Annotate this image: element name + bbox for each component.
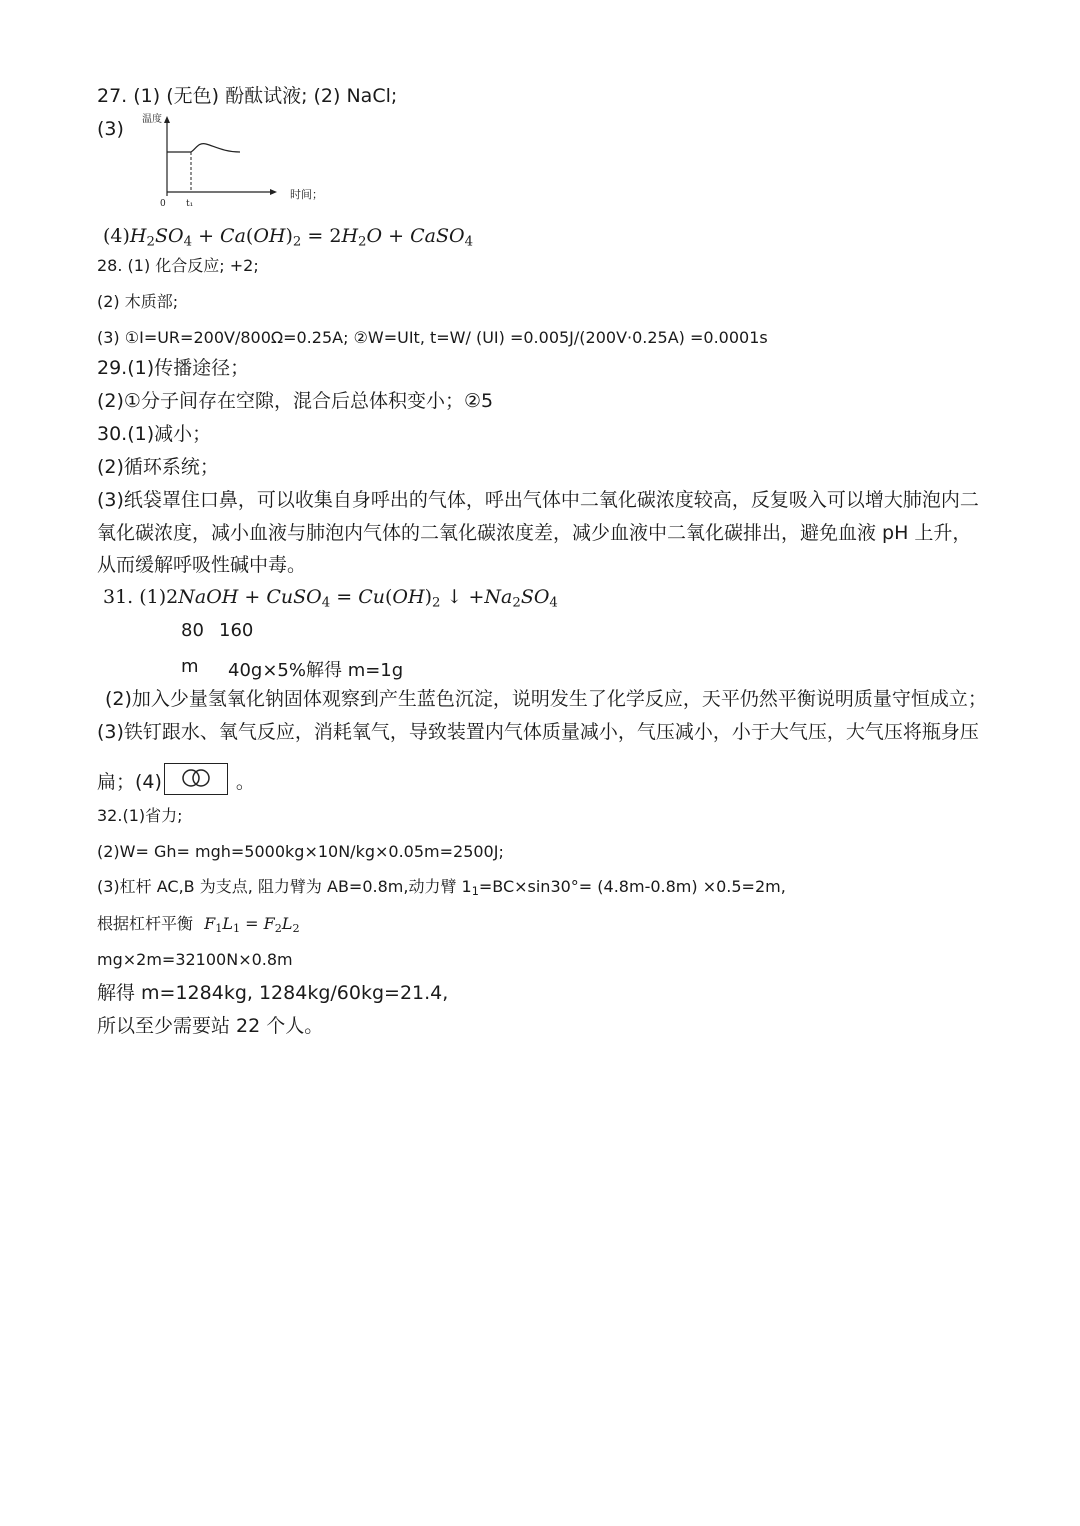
q31-line4-end: 。 [235, 771, 255, 793]
q27-part4-label: (4) [103, 225, 130, 247]
graph-y-arrow [164, 116, 170, 123]
q32-line4-text: 根据杠杆平衡 [97, 914, 194, 933]
q32-line6: 解得 m=1284kg, 1284kg/60kg=21.4, [97, 982, 449, 1004]
q27-equation: $(4)H_2SO_4 + Ca(OH)_2 = 2H_2O$ + CaSO$_4$ [103, 225, 474, 250]
q31-line4 [97, 763, 255, 795]
q30-line5: 从而缓解呼吸性碱中毒。 [97, 554, 307, 576]
q32-line4 [97, 914, 300, 933]
q28-line2: (2) 木质部; [97, 292, 179, 311]
q32-line3 [97, 877, 786, 896]
q27-line1: 27. (1) (无色) 酚酞试液; (2) NaCl; [97, 85, 398, 107]
q31-line3: (3)铁钉跟水、氧气反应，消耗氧气，导致装置内气体质量减小，气压减小，小于大气压，大气压将瓶身压 [97, 721, 979, 743]
q28-line3: (3) ①I=UR=200V/800Ω=0.25A; ②W=UIt, t=W/ (UI) =0.005J/(200V·0.25A) =0.0001s [97, 328, 768, 347]
temperature-time-graph [140, 112, 340, 212]
q32-line5: mg×2m=32100N×0.8m [97, 950, 293, 969]
q30-line2: (2)循环系统； [97, 456, 219, 478]
q31-mass-ratio-160: 160 [219, 620, 254, 641]
q32-line1: 32.(1)省力; [97, 806, 183, 825]
q31-calc-result: 40g×5%解得 m=1g [228, 660, 404, 681]
q31-answer-figure [164, 763, 228, 795]
q29-line2: (2)①分子间存在空隙，混合后总体积变小；②5 [97, 390, 494, 412]
q32-line3-b: =BC×sin30°= (4.8m-0.8m) ×0.5=2m, [478, 877, 786, 896]
q32-line3-a: (3)杠杆 AC,B 为支点, 阻力臂为 AB=0.8m,动力臂 1 [97, 877, 472, 896]
two-circles-icon [165, 764, 227, 794]
graph-x-arrow [270, 189, 277, 195]
q30-line3: (3)纸袋罩住口鼻，可以收集自身呼出的气体，呼出气体中二氧化碳浓度较高，反复吸入可以增大肺泡内二 [97, 489, 979, 511]
graph-y-label: 温度 [142, 114, 162, 125]
q28-line1: 28. (1) 化合反应; +2; [97, 256, 259, 275]
q32-lever-formula: $F_1L_1 = F_2L_2$ [204, 914, 300, 935]
q31-eq-prefix: 31. (1) [103, 586, 167, 608]
graph-temperature-curve [167, 144, 240, 152]
q30-line4: 氧化碳浓度，减小血液与肺泡内气体的二氧化碳浓度差，减少血液中二氧化碳排出，避免血液 pH 上升， [97, 522, 972, 544]
graph-x-label: 时间； [290, 188, 323, 201]
graph-t1: t₁ [186, 199, 194, 209]
q27-part3-label: (3) [97, 118, 124, 140]
graph-origin: 0 [160, 199, 166, 209]
q32-line3-sub: 1 [471, 884, 479, 898]
q29-line1: 29.(1)传播途径； [97, 357, 250, 379]
q31-equation: 31. (1)2NaOH + CuSO$_4$ = $Cu(OH)_2$ ↓ $+Na_2SO_4$ [103, 586, 558, 611]
q31-line2: (2)加入少量氢氧化钠固体观察到产生蓝色沉淀，说明发生了化学反应，天平仍然平衡说明质量守恒成立； [105, 688, 987, 710]
q31-line4-text: 扁；(4) [97, 771, 162, 793]
q32-line7: 所以至少需要站 22 个人。 [97, 1015, 324, 1037]
q30-line1: 30.(1)减小； [97, 423, 212, 445]
q31-unknown-m: m [181, 656, 199, 677]
q31-mass-ratio-80: 80 [181, 620, 204, 641]
q32-line2: (2)W= Gh= mgh=5000kg×10N/kg×0.05m=2500J; [97, 842, 504, 861]
